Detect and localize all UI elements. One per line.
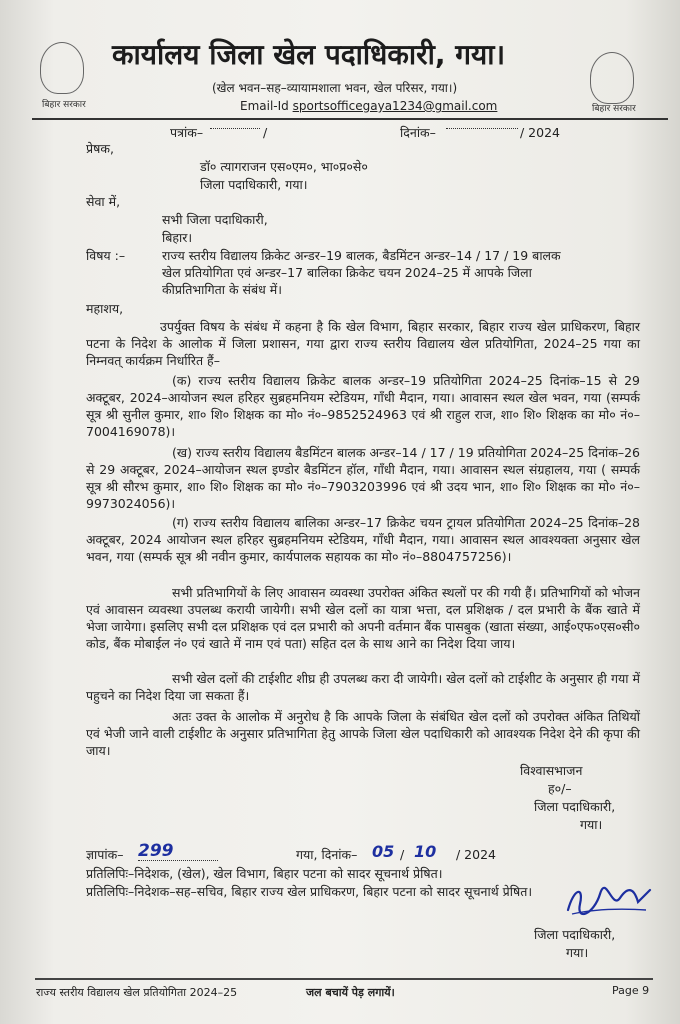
closing-line4: गया। — [580, 817, 603, 832]
email-label: Email-Id — [240, 99, 289, 113]
dinank-blank — [446, 128, 518, 129]
dinank-label: दिनांक– — [400, 125, 436, 140]
patrank-blank — [210, 128, 260, 129]
emblem-caption-left: बिहार सरकार — [42, 100, 86, 110]
sender-label: प्रेषक, — [86, 141, 114, 156]
office-title: कार्यालय जिला खेल पदाधिकारी, गया। — [112, 38, 506, 71]
body-item-ga: (ग) राज्य स्तरीय विद्यालय बालिका अन्डर–17 क्रिकेट चयन ट्रायल प्रतियोगिता 2024–25 दिनांक–28 अक्टूबर, 2024 आयोजन स्थल हरिहर सुब्रहमनियम स्टेडियम, गाँधी मैदान, गया। आवासन स्थल आवश्यक्ता अनुसार खेल भवन, गया (सम्पर्क सूत्र श्री नवीन कुमार, कार्यपालक सहायक का मो० नं०–8804757256)। — [86, 515, 640, 564]
gyapank-label: ज्ञापांक– — [86, 847, 124, 862]
sender-designation: जिला पदाधिकारी, गया। — [200, 177, 308, 192]
body-para4: अतः उक्त के आलोक में अनुरोध है कि आपके जिला के संबंधित खेल दलों को उपरोक्त अंकित तिथियों एवं भेजी जाने वाली टाईशीट के अनुसार प्रतिभागिता हेतु आपके जिला खेल पदाधिकारी को आवश्यक निदेश देने की कृपा की जाय। — [86, 709, 640, 758]
recipient-label: सेवा में, — [86, 194, 121, 209]
recipient-line1: सभी जिला पदाधिकारी, — [162, 212, 268, 227]
emblem-caption-right: बिहार सरकार — [592, 104, 636, 114]
dispatch-date-day: 05 — [372, 842, 395, 861]
subject-line1: राज्य स्तरीय विद्यालय क्रिकेट अन्डर–19 बालक, बैडमिंटन अन्डर–14 / 17 / 19 बालक — [162, 248, 561, 263]
closing-line2: ह०/– — [548, 781, 572, 796]
subject-line3: कीप्रतिभागिता के संबंध में। — [162, 282, 282, 297]
office-email — [240, 99, 497, 113]
salutation: महाशय, — [86, 301, 124, 316]
gyapank-number: 299 — [138, 842, 218, 861]
body-item-kha: (ख) राज्य स्तरीय विद्यालय बैडमिंटन बालक अन्डर–14 / 17 / 19 प्रतियोगिता 2024–25 दिनांक–26 से 29 अक्टूबर, 2024–आयोजन स्थल इण्डोर बैडमिंटन हॉल, गाँधी मैदान, गया। आवासन स्थल संग्रहालय, गया ( सम्पर्क सूत्र श्री सौरभ कुमार, शा० शि० शिक्षक का मो० नं०–7903203996 एवं श्री उदय भान, शा० शि० शिक्षक का मो० नं०–9973024056)। — [86, 445, 640, 511]
body-intro: उपर्युक्त विषय के संबंध में कहना है कि खेल विभाग, बिहार सरकार, बिहार राज्य खेल प्राधिकरण, बिहार पटना के निदेश के आलोक में जिला प्रशासन, गया द्वारा राज्य स्तरीय विद्यालय खेल प्रतियोगिता, 2024–25 गया का निम्नवत् कार्यक्रम निर्धारित हैं– — [86, 319, 640, 368]
closing-line3: जिला पदाधिकारी, — [534, 799, 616, 814]
patrank-slash: / — [263, 125, 268, 140]
dispatch-date-month: 10 — [414, 842, 437, 861]
copy-line1: प्रतिलिपिः–निदेशक, (खेल), खेल विभाग, बिहार पटना को सादर सूचनार्थ प्रेषित। — [86, 866, 443, 881]
closing-line1: विश्वासभाजन — [520, 763, 583, 778]
header-rule — [32, 118, 668, 120]
bihar-emblem-right-icon — [590, 52, 634, 104]
signatory-place: गया। — [566, 945, 589, 960]
footer-rule — [35, 978, 653, 980]
date-separator: / — [400, 847, 405, 862]
subject-label: विषय :– — [86, 248, 126, 263]
footer-center: जल बचायें पेड़ लगायें। — [306, 986, 395, 999]
recipient-line2: बिहार। — [162, 230, 193, 245]
copy-line2: प्रतिलिपिः–निदेशक–सह–सचिव, बिहार राज्य खेल प्राधिकरण, बिहार पटना को सादर सूचनार्थ प्रेषित। — [86, 884, 533, 899]
handwritten-signature-icon — [560, 880, 660, 920]
patrank-label: पत्रांक– — [170, 125, 204, 140]
footer-left: राज्य स्तरीय विद्यालय खेल प्रतियोगिता 2024–25 — [36, 986, 238, 999]
signatory-designation: जिला पदाधिकारी, — [534, 927, 616, 942]
subject-line2: खेल प्रतियोगिता एवं अन्डर–17 बालिका क्रिकेट चयन 2024–25 में आपके जिला — [162, 265, 532, 280]
sender-name: डॉ० त्यागराजन एस०एम०, भा०प्र०से० — [200, 159, 368, 174]
body-para3: सभी खेल दलों की टाईशीट शीघ्र ही उपलब्ध करा दी जायेगी। खेल दलों को टाईशीट के अनुसार ही गया में पहुचने का निदेश दिया जा सकता हैं। — [86, 671, 640, 703]
body-item-ka: (क) राज्य स्तरीय विद्यालय क्रिकेट बालक अन्डर–19 प्रतियोगिता 2024–25 दिनांक–15 से 29 अक्टूबर, 2024–आयोजन स्थल हरिहर सुब्रहमनियम स्टेडियम, गाँधी मैदान, गया। आवासन स्थल खेल भवन, गया (सम्पर्क सूत्र श्री सुनील कुमार, शा० शि० शिक्षक का मो० नं०–9852524963 एवं श्री राहुल राज, शा० शि० शिक्षक का मो० नं०–7004169078)। — [86, 373, 640, 439]
bihar-emblem-left-icon — [40, 42, 84, 94]
email-address: sportsofficegaya1234@gmail.com — [292, 99, 498, 113]
dispatch-date-label: गया, दिनांक– — [296, 847, 358, 862]
footer-page: Page 9 — [612, 984, 650, 997]
office-address: (खेल भवन–सह–व्यायामशाला भवन, खेल परिसर, गया।) — [212, 81, 458, 95]
dispatch-date-year: / 2024 — [456, 847, 496, 862]
body-para2: सभी प्रतिभागियों के लिए आवासन व्यवस्था उपरोक्त अंकित स्थलों पर की गयी हैं। प्रतिभागियों को भोजन एवं आवासन व्यवस्था उपलब्ध करायी जायेगी। सभी खेल दलों का यात्रा भत्ता, दल प्रशिक्षक / दल प्रभारी के बैंक खाते में भेजा जायेगा। इसलिए सभी दल प्रशिक्षक एवं दल प्रभारी को अपनी वर्तमान बैंक पासबुक (खाता संख्या, आई०एफ०एस०सी० कोड, बैंक मोबाईल नं० एवं खाते में नाम एवं पता) सहित दल के साथ आने का निदेश दिया जाय। — [86, 585, 640, 651]
dinank-year: / 2024 — [520, 125, 560, 140]
